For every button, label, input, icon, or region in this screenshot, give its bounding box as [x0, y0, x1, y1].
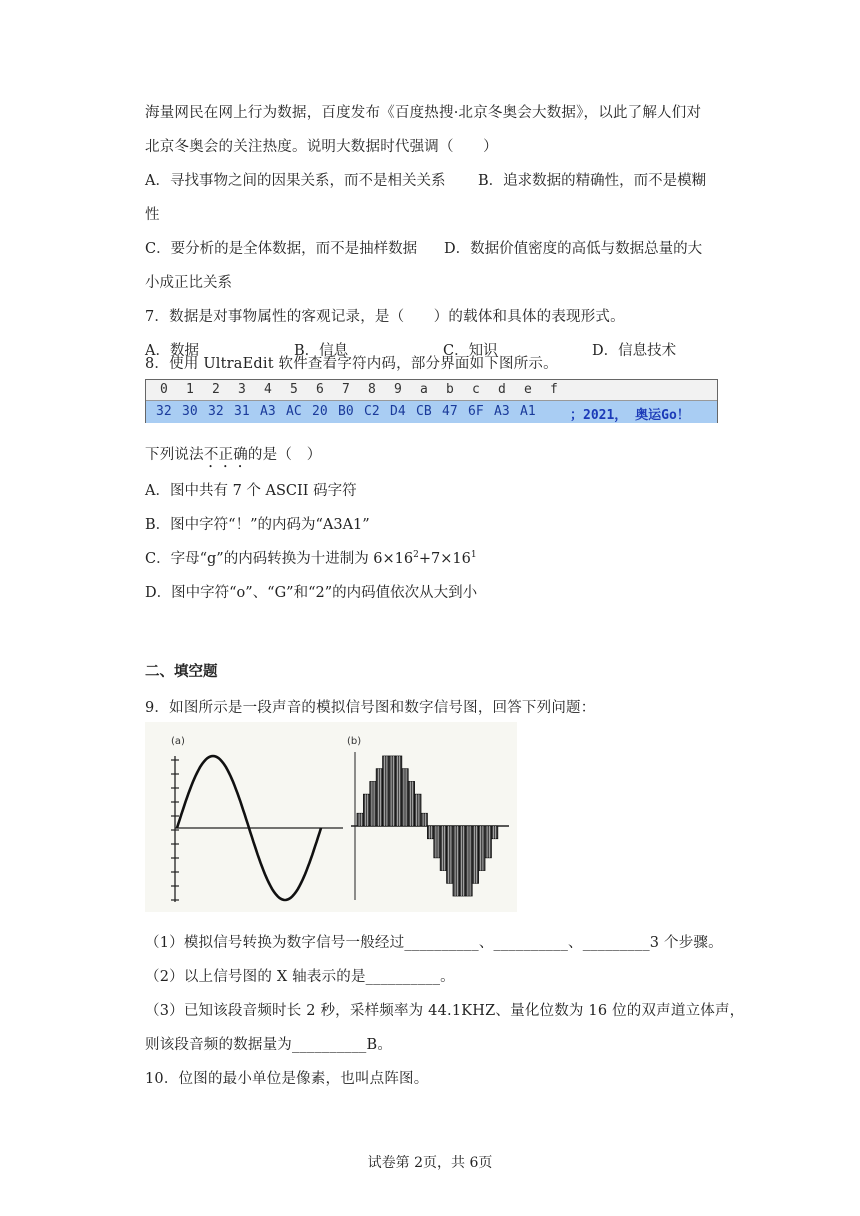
sample-bar	[479, 826, 485, 871]
q8-option-c-exp1: 2	[413, 550, 419, 561]
hex-byte: 20	[312, 404, 328, 419]
hex-byte: 47	[442, 404, 458, 419]
q6-line1: 海量网民在网上行为数据，百度发布《百度热搜·北京冬奥会大数据》，以此了解人们对	[145, 105, 702, 121]
q6-option-d: D．数据价值密度的高低与数据总量的大	[444, 241, 703, 257]
sample-bar	[408, 782, 414, 827]
col-1: 1	[186, 382, 194, 397]
q6-option-d-continued: 小成正比关系	[145, 275, 232, 291]
ultraedit-panel	[145, 379, 718, 423]
col-b: b	[446, 382, 454, 397]
q8-option-b: B．图中字符“！”的内码为“A3A1”	[145, 517, 370, 533]
sample-bar	[485, 826, 491, 858]
hex-byte: C2	[364, 404, 380, 419]
q6-option-a: A．寻找事物之间的因果关系，而不是相关关系	[145, 173, 446, 189]
sample-bar	[395, 756, 401, 826]
sample-bar	[415, 794, 421, 826]
sample-bar	[466, 826, 472, 896]
col-8: 8	[368, 382, 376, 397]
sample-bar	[434, 826, 440, 858]
q8-option-a: A．图中共有 7 个 ASCII 码字符	[145, 483, 357, 499]
sample-bar	[370, 782, 376, 827]
label-b: (b)	[347, 736, 362, 747]
hex-byte: CB	[416, 404, 432, 419]
col-e: e	[524, 382, 532, 397]
q9-sub3-line2: 则该段音频的数据量为__________B。	[145, 1037, 393, 1053]
hex-byte: AC	[286, 404, 302, 419]
section-title: 二、填空题	[145, 663, 218, 680]
q6-option-c: C．要分析的是全体数据，而不是抽样数据	[145, 241, 418, 257]
sample-bar	[447, 826, 453, 883]
q7-option-b: B．信息	[294, 343, 349, 359]
q7-stem: 7．数据是对事物属性的客观记录，是（ ）的载体和具体的表现形式。	[145, 309, 625, 325]
hex-byte: 30	[182, 404, 198, 419]
q8-option-c	[145, 547, 477, 568]
q8-prompt-before: 下列说法	[145, 447, 204, 463]
q10-stem: 10．位图的最小单位是像素，也叫点阵图。	[145, 1071, 429, 1087]
sample-bar	[459, 826, 465, 896]
q9-stem: 9．如图所示是一段声音的模拟信号图和数字信号图，回答下列问题：	[145, 700, 596, 716]
q8-prompt-after: 的是（ ）	[247, 447, 322, 463]
col-f: f	[550, 382, 558, 397]
q8-option-c-exp2: 1	[470, 550, 477, 561]
page-footer: 试卷第 2页，共 6页	[367, 1155, 493, 1171]
col-4: 4	[264, 382, 272, 397]
q7-option-a: A．数据	[145, 343, 199, 359]
q9-sub3-line1: （3）已知该段音频时长 2 秒，采样频率为 44.1KHZ、量化位数为 16 位的双声道立体声，	[145, 1003, 745, 1019]
sample-bar	[389, 756, 395, 826]
hex-byte: 31	[234, 404, 250, 419]
col-7: 7	[342, 382, 350, 397]
sample-bar	[427, 826, 433, 839]
ultraedit-text-column: ；2021， 奥运Go！	[570, 408, 690, 423]
col-6: 6	[316, 382, 324, 397]
q7-option-d: D．信息技术	[592, 343, 677, 359]
col-d: d	[498, 382, 506, 397]
sample-bar	[383, 756, 389, 826]
q6-option-b: B．追求数据的精确性，而不是模糊	[478, 173, 707, 189]
col-a: a	[420, 382, 428, 397]
col-2: 2	[212, 382, 220, 397]
sample-bar	[453, 826, 459, 896]
hex-byte: A1	[520, 404, 536, 419]
sample-bar	[402, 769, 408, 826]
hex-byte: B0	[338, 404, 354, 419]
hex-byte: 32	[156, 404, 172, 419]
q8-prompt	[145, 443, 321, 471]
signal-figure	[145, 722, 517, 912]
q9-sub2: （2）以上信号图的 X 轴表示的是__________。	[145, 969, 455, 985]
q7-option-c: C．知识	[443, 343, 498, 359]
label-a: (a)	[171, 736, 185, 747]
hex-byte: D4	[390, 404, 406, 419]
hex-byte: A3	[260, 404, 276, 419]
q6-line2: 北京冬奥会的关注热度。说明大数据时代强调（ ）	[145, 139, 498, 155]
q8-option-c-text: C．字母“g”的内码转换为十进制为 6×16	[145, 551, 414, 567]
ultraedit-column-header	[146, 380, 717, 401]
sample-bar	[376, 769, 382, 826]
q9-sub1: （1）模拟信号转换为数字信号一般经过__________、__________、_________3 个步骤。	[145, 935, 723, 951]
q6-option-b-continued: 性	[145, 207, 160, 223]
q8-stem: 8．使用 UltraEdit 软件查看字符内码，部分界面如下图所示。	[145, 356, 558, 372]
col-3: 3	[238, 382, 246, 397]
sample-bar	[421, 813, 427, 826]
ultraedit-hex-row	[146, 401, 717, 423]
q8-option-c-mid: +7×16	[418, 551, 471, 567]
hex-byte: A3	[494, 404, 510, 419]
hex-byte: 6F	[468, 404, 484, 419]
sample-bar	[472, 826, 478, 883]
q8-prompt-emphasis: 不正确	[203, 447, 248, 463]
sample-bar	[491, 826, 497, 839]
sample-bar	[357, 813, 363, 826]
col-5: 5	[290, 382, 298, 397]
sample-bar	[363, 794, 369, 826]
sample-bar	[440, 826, 446, 871]
q8-option-d: D．图中字符“o”、“G”和“2”的内码值依次从大到小	[145, 585, 478, 601]
col-9: 9	[394, 382, 402, 397]
col-c: c	[472, 382, 480, 397]
hex-byte: 32	[208, 404, 224, 419]
col-0: 0	[160, 382, 168, 397]
